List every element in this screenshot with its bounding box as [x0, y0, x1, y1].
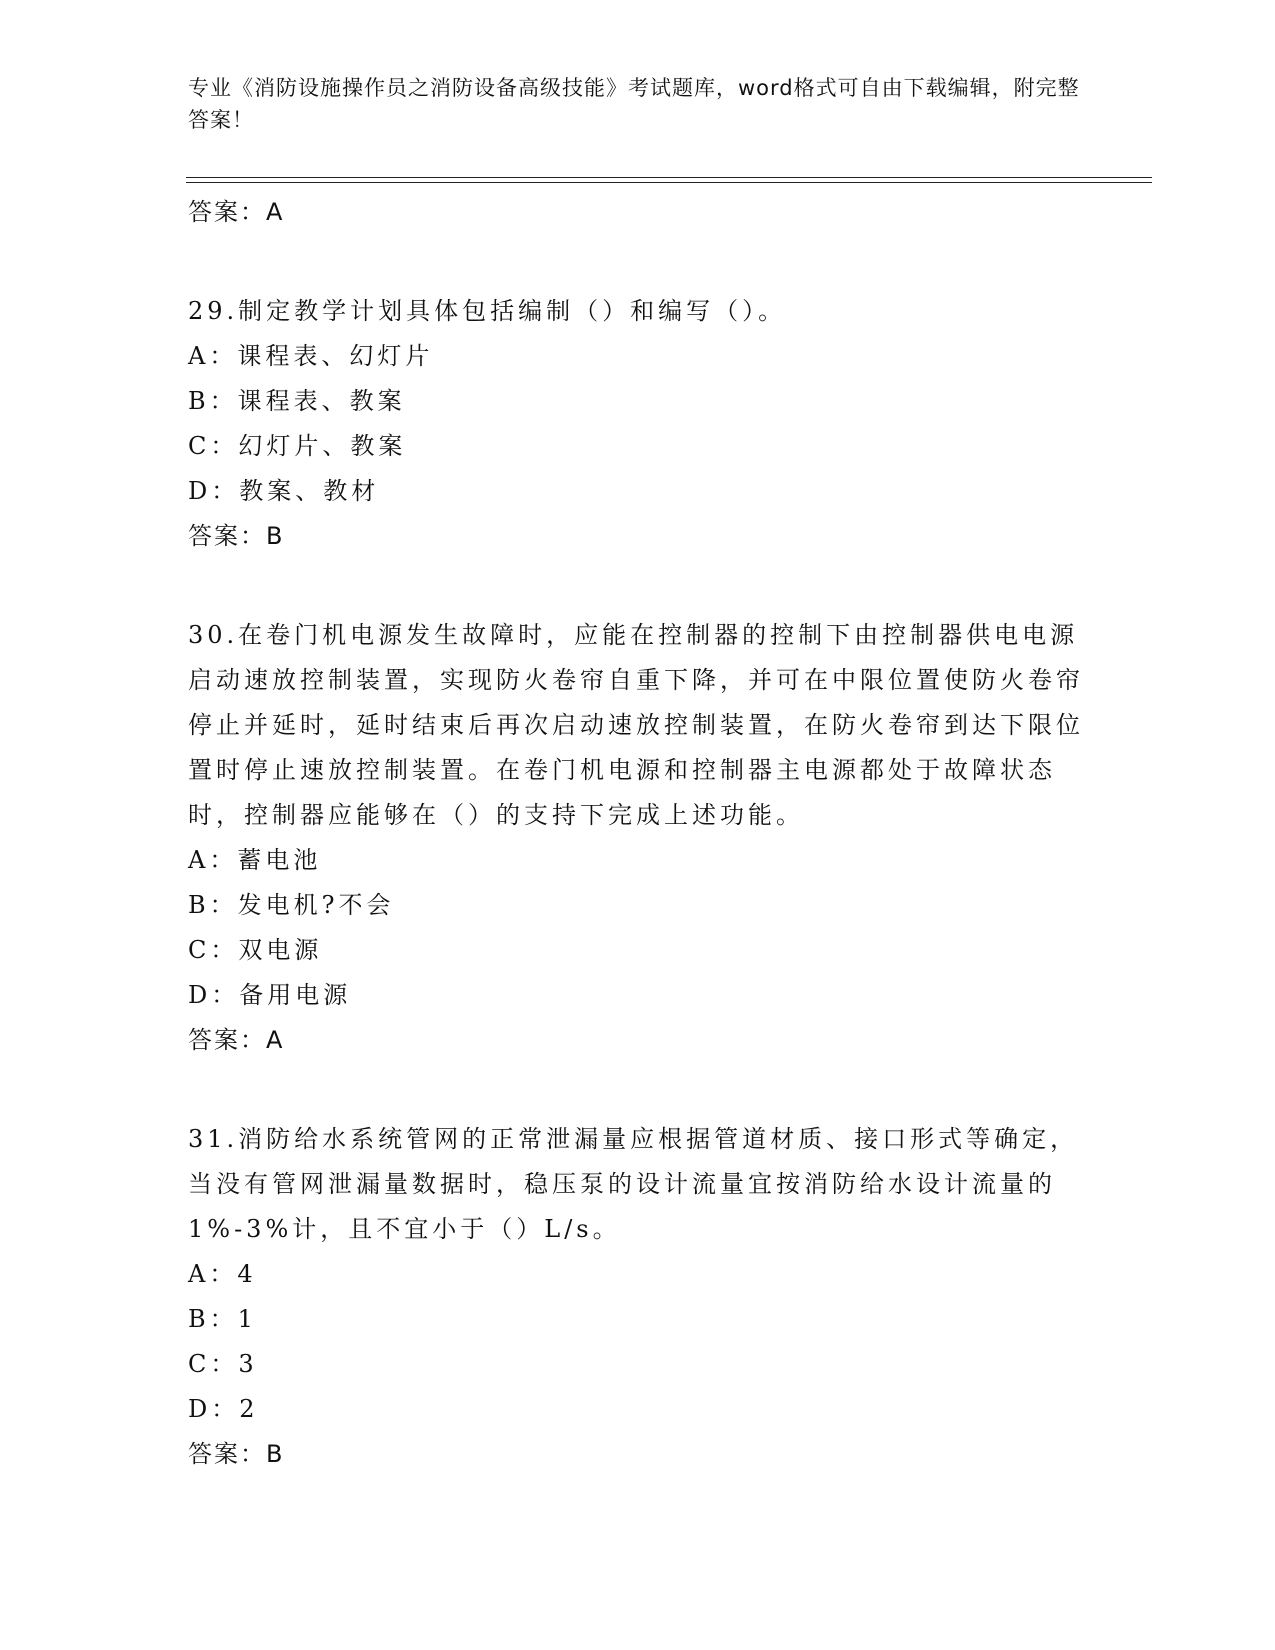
- question-list: [188, 190, 1088, 1477]
- header-rule-top: [186, 177, 1152, 178]
- question-31: [188, 1117, 1088, 1477]
- answer-line: 答案：A: [188, 198, 285, 226]
- answer-line: 答案：B: [188, 522, 285, 550]
- header-rule-bottom: [186, 182, 1152, 183]
- question-29: [188, 289, 1088, 559]
- option-c: C：3: [188, 1350, 258, 1378]
- option-c: C：幻灯片、教案: [188, 432, 407, 460]
- answer-line: 答案：B: [188, 1440, 285, 1468]
- spacer: [188, 235, 1088, 289]
- question-text: 29.制定教学计划具体包括编制（）和编写（）。: [188, 297, 787, 325]
- spacer: [188, 1063, 1088, 1117]
- option-b: B：发电机?不会: [188, 891, 395, 919]
- option-d: D：2: [188, 1395, 259, 1423]
- option-c: C：双电源: [188, 936, 323, 964]
- option-a: A：课程表、幻灯片: [188, 342, 434, 370]
- option-b: B：课程表、教案: [188, 387, 406, 415]
- answer-line: 答案：A: [188, 1026, 285, 1054]
- option-d: D：备用电源: [188, 981, 352, 1009]
- question-text: 31.消防给水系统管网的正常泄漏量应根据管道材质、接口形式等确定，当没有管网泄漏量数据时，稳压泵的设计流量宜按消防给水设计流量的1%-3%计，且不宜小于（）L/s。: [188, 1125, 1079, 1243]
- option-d: D：教案、教材: [188, 477, 380, 505]
- question-text: 30.在卷门机电源发生故障时，应能在控制器的控制下由控制器供电电源启动速放控制装置，实现防火卷帘自重下降，并可在中限位置使防火卷帘停止并延时，延时结束后再次启动速放控制装置，在防火卷帘到达下限位置时停止速放控制装置。在卷门机电源和控制器主电源都处于故障状态时，控制器应能够在（）的支持下完成上述功能。: [188, 621, 1084, 829]
- document-header: 专业《消防设施操作员之消防设备高级技能》考试题库，word格式可自由下载编辑，附完整答案！: [188, 76, 1080, 132]
- option-a: A：4: [188, 1260, 257, 1288]
- option-b: B：1: [188, 1305, 257, 1333]
- option-a: A：蓄电池: [188, 846, 322, 874]
- question-30: [188, 613, 1088, 1063]
- spacer: [188, 559, 1088, 613]
